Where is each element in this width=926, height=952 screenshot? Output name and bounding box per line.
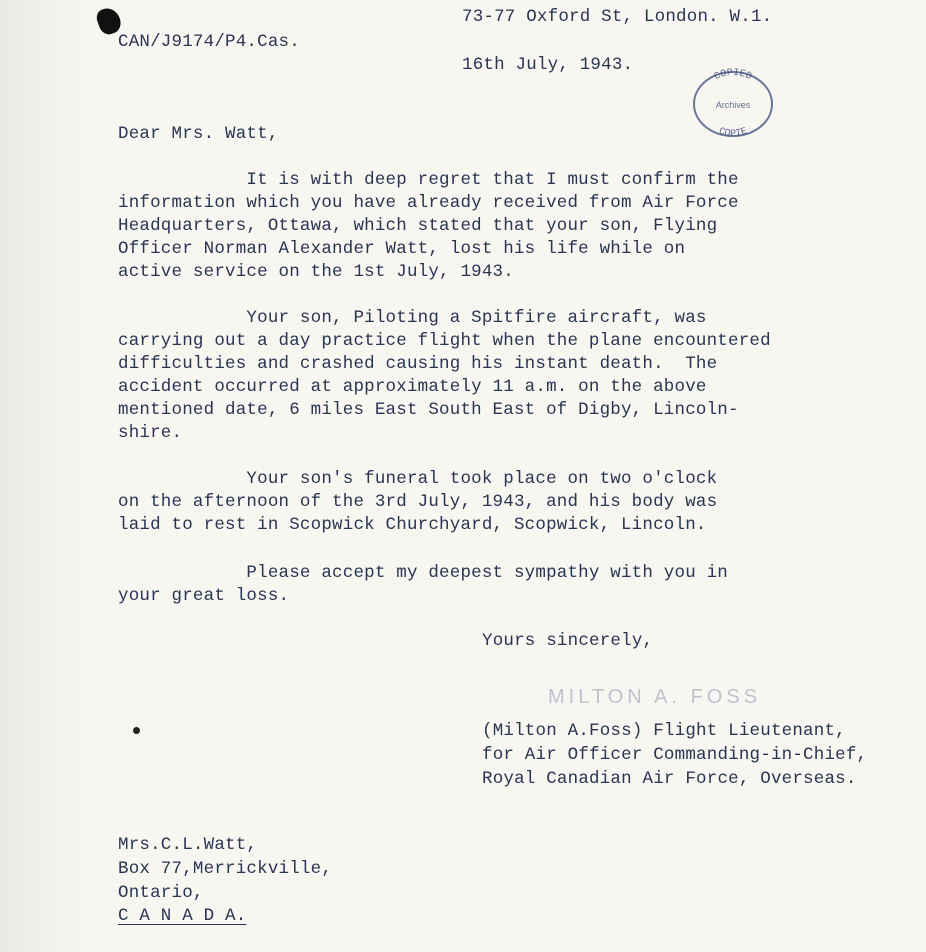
paragraph-2-line: Your son, Piloting a Spitfire aircraft, was bbox=[118, 308, 707, 328]
letter-date: 16th July, 1943. bbox=[462, 55, 634, 75]
paragraph-3-line: Your son's funeral took place on two o'clock bbox=[118, 469, 718, 489]
sender-address: 73-77 Oxford St, London. W.1. bbox=[462, 7, 773, 27]
recipient-line: Ontario, bbox=[118, 883, 204, 903]
svg-text:COPIE bbox=[717, 126, 749, 138]
paragraph-1-line: Headquarters, Ottawa, which stated that your son, Flying bbox=[118, 216, 718, 236]
signatory-line: (Milton A.Foss) Flight Lieutenant, bbox=[482, 721, 846, 741]
recipient-country: C A N A D A. bbox=[118, 906, 247, 926]
paragraph-2-line: difficulties and crashed causing his instant death. The bbox=[118, 354, 718, 374]
ink-spot bbox=[133, 727, 140, 734]
paragraph-2-line: accident occurred at approximately 11 a.m. on the above bbox=[118, 377, 707, 397]
recipient-line: Box 77,Merrickville, bbox=[118, 859, 333, 879]
paragraph-2-line: mentioned date, 6 miles East South East of Digby, Lincoln- bbox=[118, 400, 739, 420]
paragraph-2-line: carrying out a day practice flight when the plane encountered bbox=[118, 331, 771, 351]
paragraph-3-line: laid to rest in Scopwick Churchyard, Scopwick, Lincoln. bbox=[118, 515, 707, 535]
recipient-line: Mrs.C.L.Watt, bbox=[118, 835, 258, 855]
reference-number: CAN/J9174/P4.Cas. bbox=[118, 32, 300, 52]
closing: Yours sincerely, bbox=[482, 631, 654, 651]
stamp-bottom-text: COPIE bbox=[716, 126, 750, 138]
paragraph-1-line: It is with deep regret that I must confirm the bbox=[118, 170, 739, 190]
paragraph-4-line: your great loss. bbox=[118, 586, 290, 606]
salutation: Dear Mrs. Watt, bbox=[118, 124, 279, 144]
archives-copied-stamp bbox=[690, 68, 776, 138]
svg-text:COPIED bbox=[713, 68, 753, 83]
paragraph-3-line: on the afternoon of the 3rd July, 1943, and his body was bbox=[118, 492, 718, 512]
page-shadow bbox=[0, 0, 90, 952]
paragraph-4-line: Please accept my deepest sympathy with you in bbox=[118, 563, 728, 583]
paragraph-1-line: active service on the 1st July, 1943. bbox=[118, 262, 514, 282]
stamp-center-text: Archives bbox=[715, 100, 751, 110]
paragraph-1-line: Officer Norman Alexander Watt, lost his life while on bbox=[118, 239, 686, 259]
paragraph-1-line: information which you have already received from Air Force bbox=[118, 193, 739, 213]
signature-stamp: MILTON A. FOSS bbox=[548, 686, 762, 708]
signatory-line: for Air Officer Commanding-in-Chief, bbox=[482, 745, 868, 765]
paragraph-2-line: shire. bbox=[118, 423, 183, 443]
stamp-top-text: COPIED bbox=[712, 68, 754, 83]
signatory-line: Royal Canadian Air Force, Overseas. bbox=[482, 769, 857, 789]
